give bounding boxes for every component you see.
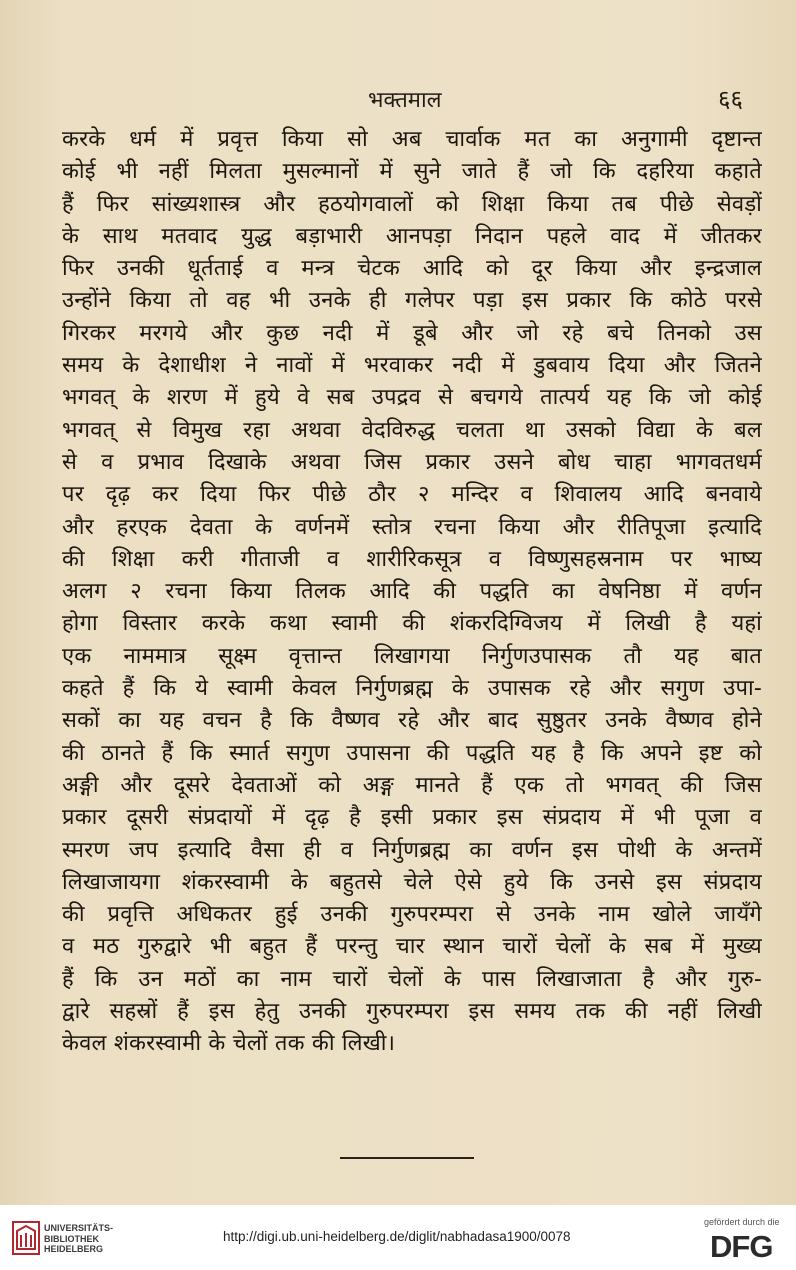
text-line: अलग २ रचना किया तिलक आदि की पद्धति का वेषनिष्ठा में वर्णन [62, 579, 762, 605]
text-line: भगवत् से विमुख रहा अथवा वेदविरुद्ध चलता था उसको विद्या के बल [62, 417, 762, 443]
text-line: हैं फिर सांख्यशास्त्र और हठयोगवालों को शिक्षा किया तब पीछे सेवड़ों [62, 191, 762, 217]
text-line: लिखाजायगा शंकरस्वामी के बहुतसे चेले ऐसे हुये कि उनसे इस संप्रदाय [62, 869, 762, 895]
dfg-logo-text: DFG [710, 1229, 773, 1264]
text-line: से व प्रभाव दिखाके अथवा जिस प्रकार उसने बोध चाहा भागवतधर्म [62, 449, 762, 475]
text-line: केवल शंकरस्वामी के चेलों तक की लिखी। [62, 1031, 396, 1057]
text-line: और हरएक देवता के वर्णनमें स्तोत्र रचना किया और रीतिपूजा इत्यादि [62, 514, 762, 540]
text-line: करके धर्म में प्रवृत्त किया सो अब चार्वाक मत का अनुगामी दृष्टान्त [62, 127, 762, 152]
text-line: व मठ गुरुद्वारे भी बहुत हैं परन्तु चार स्थान चारों चेलों के सब में मुख्य [62, 934, 762, 960]
viewer-footer [0, 1205, 796, 1270]
text-line: भगवत् के शरण में हुये वे सब उपद्रव से बचगये तात्पर्य यह कि जो कोई [62, 385, 762, 411]
text-line: उन्होंने किया तो वह भी उनके ही गलेपर पड़ा इस प्रकार कि कोठे परसे [62, 288, 762, 314]
text-line: की प्रवृत्ति अधिकतर हुई उनकी गुरुपरम्परा से उनके नाम खोले जायँगे [62, 902, 762, 928]
running-title: भक्तमाल [368, 88, 442, 113]
permalink-url[interactable]: http://digi.ub.uni-heidelberg.de/diglit/nabhadasa1900/0078 [223, 1229, 571, 1244]
text-line: होगा विस्तार करके कथा स्वामी की शंकरदिग्विजय में लिखी है यहां [62, 611, 762, 637]
body-text [62, 124, 762, 1061]
text-line: कोई भी नहीं मिलता मुसल्मानों में सुने जाते हैं जो कि दहरिया कहाते [62, 159, 762, 185]
text-line: हैं कि उन मठों का नाम चारों चेलों के पास लिखाजाता है और गुरु- [62, 966, 762, 992]
text-line: सकों का यह वचन है कि वैष्णव रहे और बाद सुष्ठुतर उनके वैष्णव होने [62, 708, 762, 734]
library-emblem-icon [12, 1221, 40, 1255]
text-line: स्मरण जप इत्यादि वैसा ही व निर्गुणब्रह्म का वर्णन इस पोथी के अन्तमें [62, 837, 762, 863]
text-line: समय के देशाधीश ने नावों में भरवाकर नदी में डुबवाय दिया और जितने [62, 353, 762, 379]
page-number: ६६ [718, 85, 743, 113]
text-line: की ठानते हैं कि स्मार्त सगुण उपासना की पद्धति यह है कि अपने इष्ट को [62, 740, 762, 766]
end-rule [340, 1157, 474, 1159]
text-line: गिरकर मरगये और कुछ नदी में डूबे और जो रहे बचे तिनको उस [62, 320, 762, 346]
text-line: के साथ मतवाद युद्ध बड़ाभारी आनपड़ा निदान पहले वाद में जीतकर [62, 223, 762, 249]
text-line: द्वारे सहस्रों हैं इस हेतु उनकी गुरुपरम्परा इस समय तक की नहीं लिखी [62, 999, 762, 1025]
running-header [0, 84, 796, 118]
text-line: प्रकार दूसरी संप्रदायों में दृढ़ है इसी प्रकार इस संप्रदाय में भी पूजा व [62, 805, 762, 831]
text-line: फिर उनकी धूर्तताई व मन्त्र चेटक आदि को दूर किया और इन्द्रजाल [62, 256, 762, 282]
library-name: UNIVERSITÄTS- BIBLIOTHEK HEIDELBERG [44, 1223, 114, 1254]
text-line: अङ्गी और दूसरे देवताओं को अङ्ग मानते हैं एक तो भगवत् की जिस [62, 772, 762, 798]
heidelberg-library-logo[interactable] [12, 1221, 132, 1261]
text-line: की शिक्षा करी गीताजी व शारीरिकसूत्र व विष्णुसहस्रनाम पर भाष्य [62, 546, 762, 572]
dfg-funder-logo[interactable] [696, 1217, 792, 1265]
text-line: एक नाममात्र सूक्ष्म वृत्तान्त लिखागया निर्गुणउपासक तौ यह बात [62, 643, 762, 669]
text-line: कहते हैं कि ये स्वामी केवल निर्गुणब्रह्म के उपासक रहे और सगुण उपा- [62, 676, 762, 702]
funder-note: gefördert durch die [704, 1217, 780, 1227]
text-line: पर दृढ़ कर दिया फिर पीछे ठौर २ मन्दिर व शिवालय आदि बनवाये [62, 482, 762, 508]
